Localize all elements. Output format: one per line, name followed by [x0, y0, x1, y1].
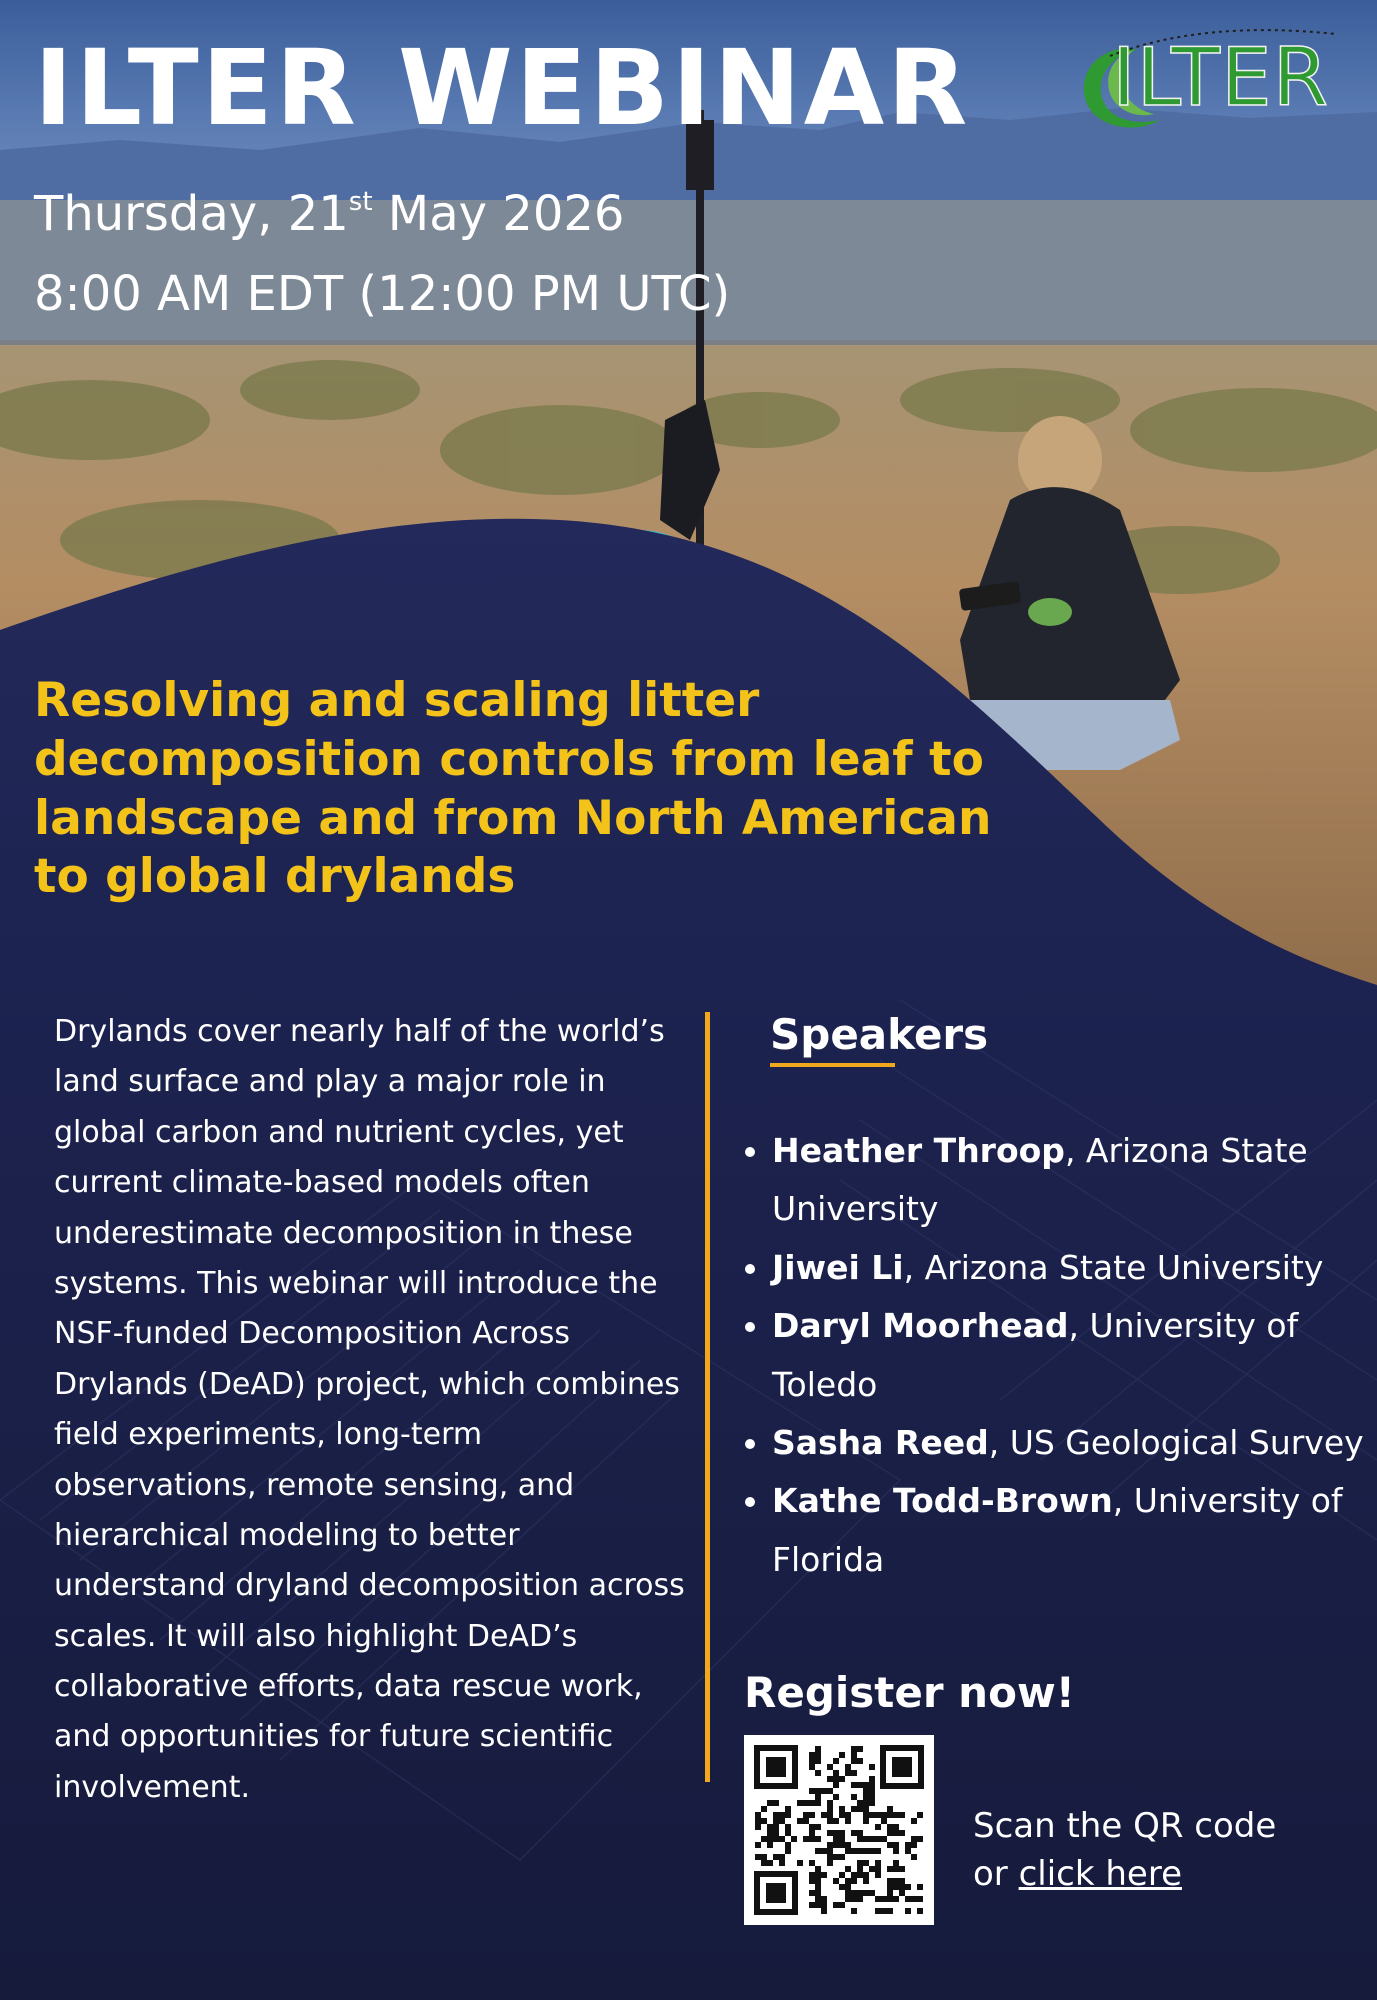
column-divider [705, 1012, 710, 1782]
speaker-affiliation: , Arizona State University [903, 1247, 1324, 1287]
registration-qr-code[interactable] [744, 1735, 934, 1925]
speaker-name: Kathe Todd-Brown [772, 1481, 1113, 1521]
speakers-underline [770, 1063, 895, 1067]
date-prefix: Thursday, 21 [34, 186, 349, 242]
speaker-affiliation: , US Geological Survey [988, 1423, 1364, 1463]
speaker-item [772, 1122, 1377, 1239]
speaker-affiliation: , University of Florida [772, 1481, 1343, 1579]
ilter-logo [1072, 26, 1344, 136]
speaker-affiliation: , Arizona State University [772, 1131, 1308, 1229]
speaker-name: Daryl Moorhead [772, 1306, 1069, 1346]
date-ordinal: st [348, 187, 373, 217]
speaker-item [772, 1239, 1377, 1297]
registration-link[interactable]: click here [1018, 1854, 1182, 1894]
event-date [34, 188, 624, 241]
qr-code-icon [744, 1735, 934, 1925]
webinar-topic-title: Resolving and scaling litter decomposition controls from leaf to landscape and from North American to global drylands [34, 673, 992, 905]
date-month-year: May 2026 [372, 186, 625, 242]
scan-instructions: Scan the QR code [973, 1806, 1277, 1846]
webinar-heading: ILTER WEBINAR [34, 27, 971, 149]
speaker-affiliation: , University of Toledo [772, 1306, 1299, 1404]
or-text: or [973, 1854, 1019, 1894]
event-time: 8:00 AM EDT (12:00 PM UTC) [34, 266, 731, 322]
speaker-list [735, 1122, 1377, 1589]
speakers-heading: Speakers [770, 1010, 989, 1059]
scan-alternative [973, 1854, 1182, 1895]
speaker-name: Jiwei Li [772, 1247, 904, 1287]
speaker-item [772, 1297, 1377, 1414]
speaker-item [772, 1414, 1377, 1472]
webinar-description: Drylands cover nearly half of the world’s land surface and play a major role in global carbon and nutrient cycles, yet current climate-based models often underestimate decomposition in these systems. This webinar will introduce the NSF-funded Decomposition Across Drylands (DeAD) project, which combines field experiments, long-term observations, remote sensing, and hierarchical modeling to better understand dryland decomposition across scales. It will also highlight DeAD’s collaborative efforts, data rescue work, and opportunities for future scientific involvement. [54, 1014, 685, 1805]
speaker-name: Heather Throop [772, 1131, 1065, 1170]
logo-wordmark: ILTER [1112, 31, 1330, 124]
speaker-item [772, 1472, 1377, 1589]
speaker-name: Sasha Reed [772, 1423, 989, 1463]
register-heading: Register now! [744, 1668, 1075, 1717]
